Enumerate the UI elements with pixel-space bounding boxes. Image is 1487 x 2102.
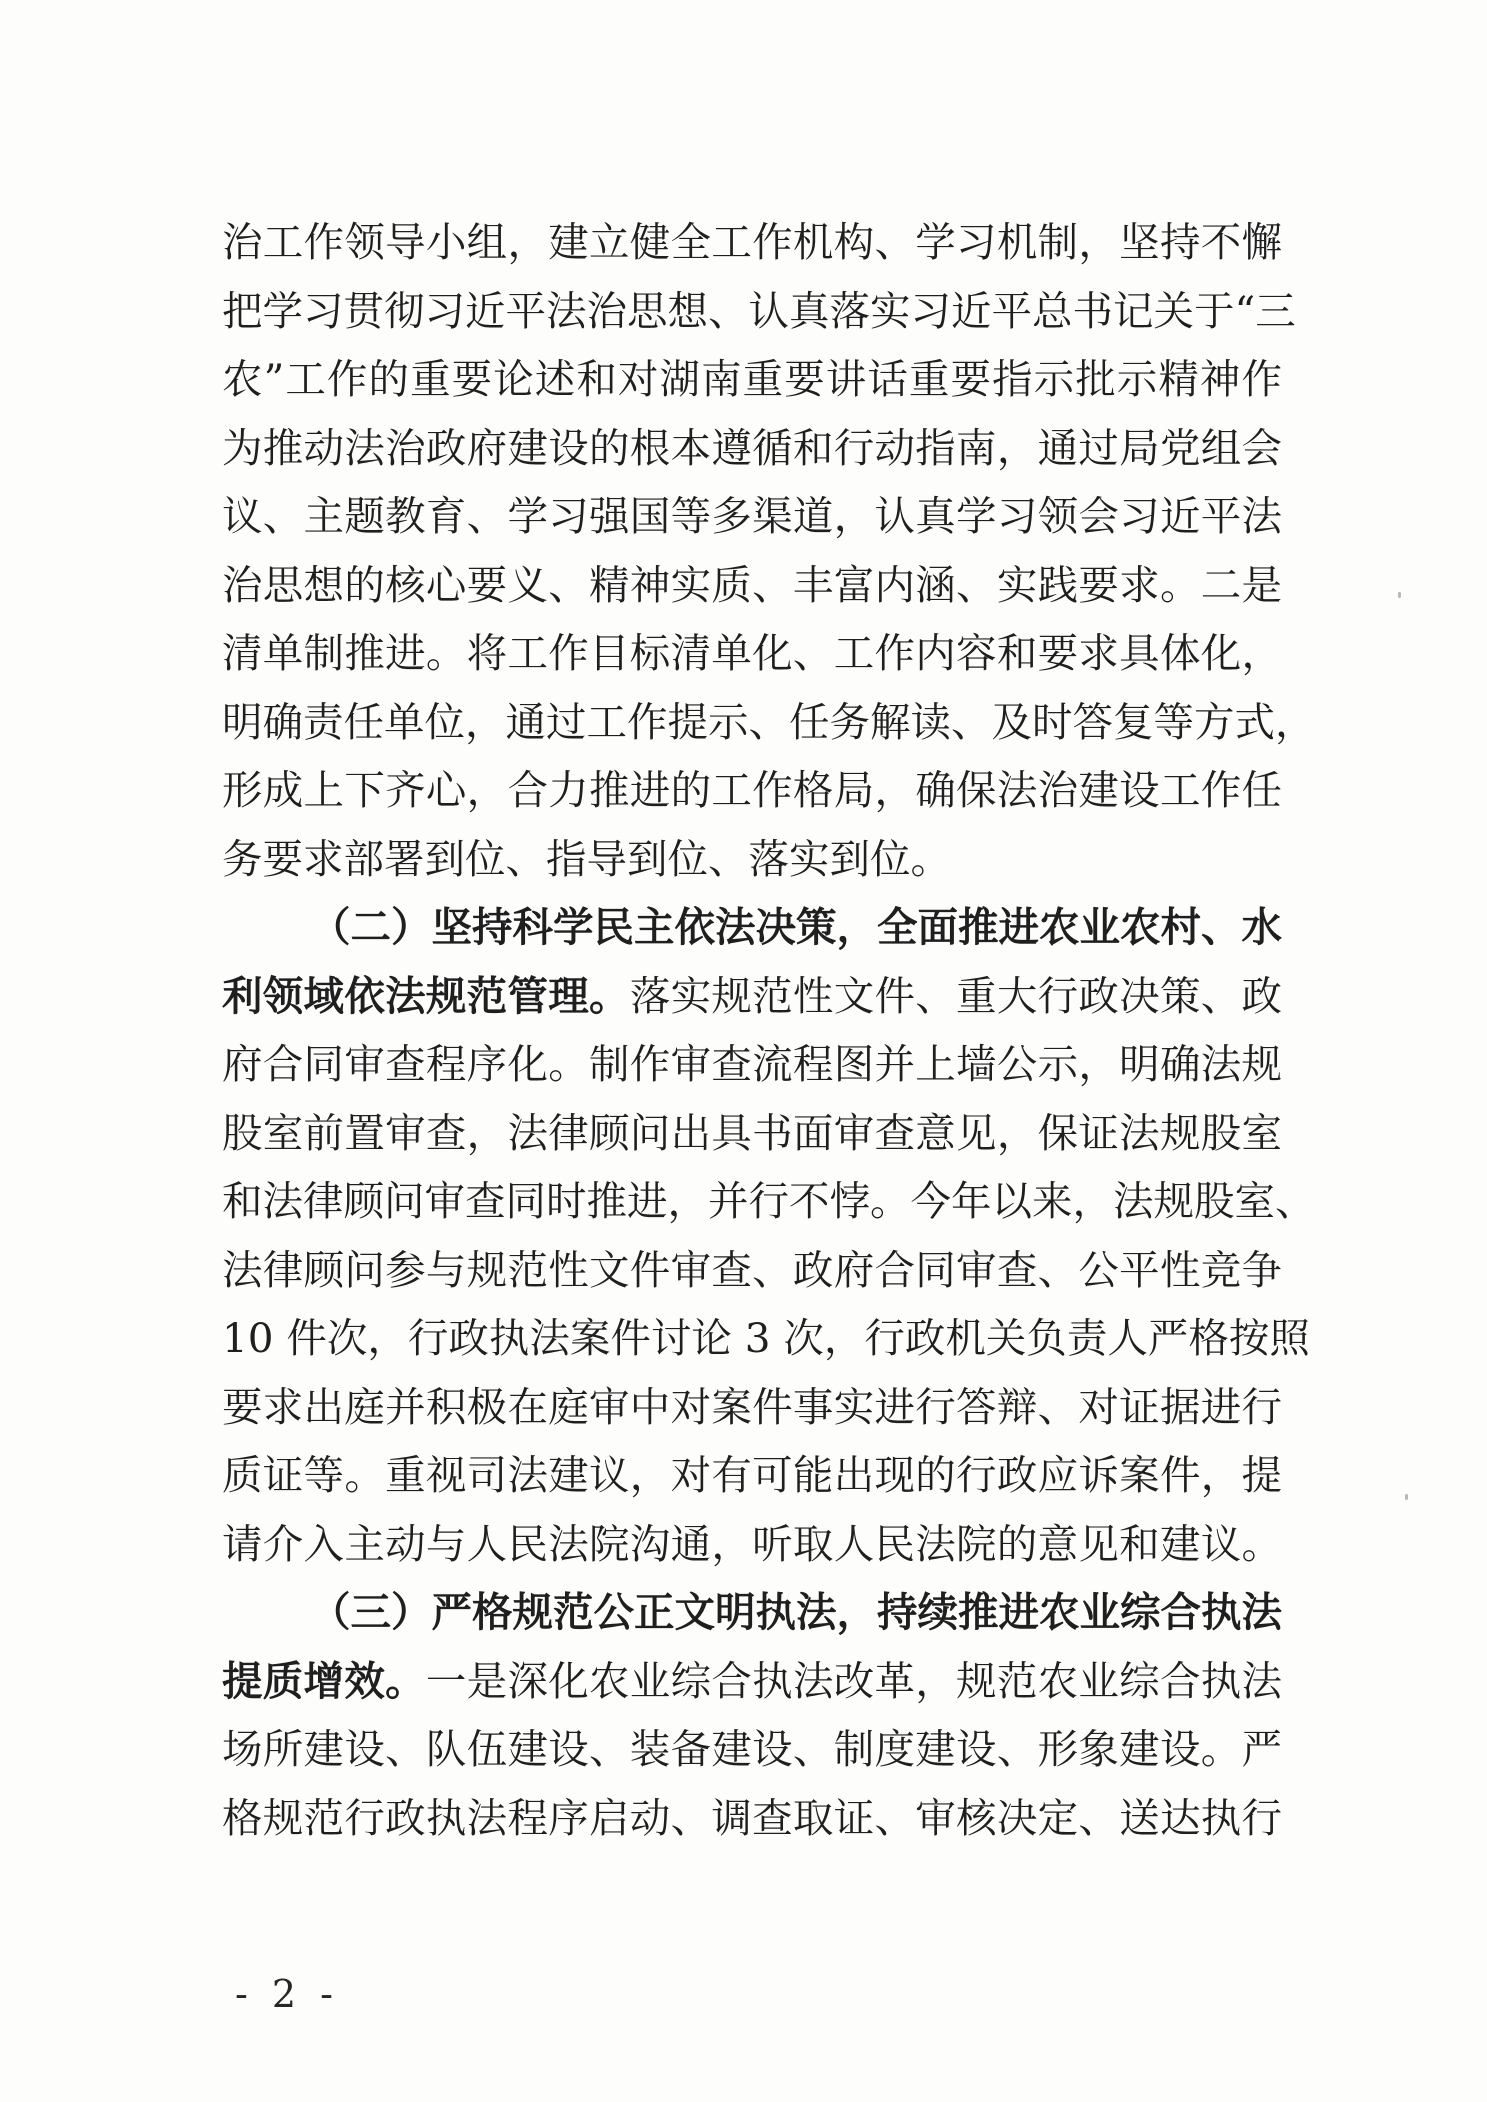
paragraph-line: 和法律顾问审查同时推进，并行不悖。今年以来，法规股室、 [222, 1177, 1316, 1225]
paragraph-line: 场所建设、队伍建设、装备建设、制度建设、形象建设。严 [222, 1725, 1282, 1773]
section-heading [222, 893, 1282, 962]
section-heading [222, 1578, 1282, 1647]
paragraph-line: 质证等。重视司法建议，对有可能出现的行政应诉案件，提 [222, 1451, 1282, 1499]
section-heading-text: （二）坚持科学民主依法决策，全面推进农业农村、水 [310, 903, 1282, 951]
paragraph-text: 一是深化农业综合执法改革，规范农业综合执法 [425, 1656, 1283, 1705]
paragraph-line: 要求出庭并积极在庭审中对案件事实进行答辩、对证据进行 [222, 1382, 1282, 1431]
paragraph-line: 格规范行政执法程序启动、调查取证、审核决定、送达执行 [222, 1793, 1282, 1842]
scan-speck [1398, 592, 1401, 598]
paragraph-line [222, 1647, 1282, 1716]
paragraph-line: 形成上下齐心，合力推进的工作格局，确保法治建设工作任 [222, 766, 1282, 814]
paragraph-line: 请介入主动与人民法院沟通，听取人民法院的意见和建议。 [222, 1519, 1282, 1568]
paragraph-line: 清单制推进。将工作目标清单化、工作内容和要求具体化， [222, 629, 1282, 677]
section-heading-text: （三）严格规范公正文明执法，持续推进农业综合执法 [310, 1588, 1282, 1636]
paragraph-line: 股室前置审查，法律顾问出具书面审查意见，保证法规股室 [222, 1108, 1282, 1157]
section-heading-text: 提质增效。 [222, 1656, 426, 1705]
paragraph-line [222, 962, 1282, 1031]
document-body [222, 208, 1316, 1852]
paragraph-line: 议、主题教育、学习强国等多渠道，认真学习领会习近平法 [222, 492, 1282, 540]
paragraph-line: 府合同审查程序化。制作审查流程图并上墙公示，明确法规 [222, 1040, 1282, 1088]
paragraph-line: 治工作领导小组，建立健全工作机构、学习机制，坚持不懈 [222, 218, 1282, 266]
paragraph-line: 把学习贯彻习近平法治思想、认真落实习近平总书记关于“三 [222, 286, 1296, 335]
paragraph-line: 明确责任单位，通过工作提示、任务解读、及时答复等方式， [222, 697, 1316, 746]
paragraph-line: 为推动法治政府建设的根本遵循和行动指南，通过局党组会 [222, 423, 1282, 472]
paragraph-line: 农”工作的重要论述和对湖南重要讲话重要指示批示精神作 [222, 355, 1282, 403]
paragraph-line: 法律顾问参与规范性文件审查、政府合同审查、公平性竞争 [222, 1245, 1282, 1294]
scan-speck [1405, 1494, 1408, 1500]
paragraph-line: 10 件次，行政执法案件讨论 3 次，行政机关负责人严格按照 [222, 1314, 1310, 1362]
paragraph-line: 务要求部署到位、指导到位、落实到位。 [222, 834, 951, 883]
page-number: - 2 - [235, 1972, 340, 2016]
section-heading-text: 利领域依法规范管理。 [222, 971, 630, 1020]
paragraph-text: 落实规范性文件、重大行政决策、政 [629, 971, 1283, 1020]
paragraph-line: 治思想的核心要义、精神实质、丰富内涵、实践要求。二是 [222, 560, 1282, 609]
